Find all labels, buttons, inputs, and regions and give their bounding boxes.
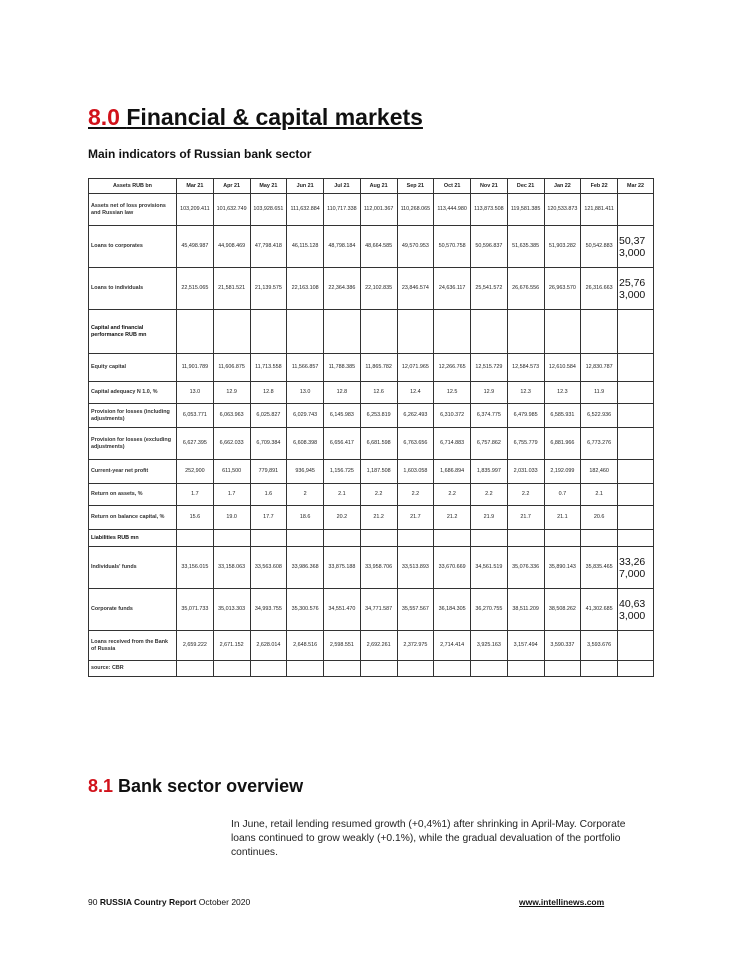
column-header: Jul 21 — [324, 179, 361, 194]
table-cell: 22,163.108 — [287, 268, 324, 310]
table-cell: 103,928.651 — [250, 194, 287, 226]
table-cell — [618, 428, 654, 460]
table-cell: 111,632.884 — [287, 194, 324, 226]
table-cell: 3,925.163 — [471, 631, 508, 661]
table-row — [89, 460, 654, 484]
row-label: Return on assets, % — [89, 484, 177, 506]
column-header: Oct 21 — [434, 179, 471, 194]
table-cell: 33,156.015 — [177, 547, 214, 589]
table-cell: 12.4 — [397, 382, 434, 404]
table-cell: 6,025.827 — [250, 404, 287, 428]
table-cell: 3,593.676 — [581, 631, 618, 661]
table-cell: 21.2 — [434, 506, 471, 530]
table-cell: 6,522.936 — [581, 404, 618, 428]
table-cell: 35,300.576 — [287, 589, 324, 631]
table-cell: 12,830.787 — [581, 354, 618, 382]
table-cell: 25,76 3,000 — [618, 268, 654, 310]
table-cell: 26,676.556 — [507, 268, 544, 310]
table-cell: 13.0 — [177, 382, 214, 404]
table-cell — [507, 310, 544, 354]
table-cell: 6,053.771 — [177, 404, 214, 428]
table-cell: 103,209.411 — [177, 194, 214, 226]
table-cell — [618, 631, 654, 661]
row-label: Capital and financial performance RUB mn — [89, 310, 177, 354]
table-cell: 1,686.894 — [434, 460, 471, 484]
table-row — [89, 354, 654, 382]
table-cell: 21.2 — [360, 506, 397, 530]
table-cell — [177, 530, 214, 547]
table-cell: 6,709.384 — [250, 428, 287, 460]
table-cell: 50,37 3,000 — [618, 226, 654, 268]
table-cell: 110,268.065 — [397, 194, 434, 226]
table-cell: 1,156.725 — [324, 460, 361, 484]
section-heading — [88, 104, 423, 131]
table-cell: 936,945 — [287, 460, 324, 484]
table-cell: 2.2 — [397, 484, 434, 506]
table-cell: 23,846.574 — [397, 268, 434, 310]
table-cell: 3,157.494 — [507, 631, 544, 661]
website-link[interactable]: www.intellinews.com — [519, 897, 605, 907]
table-cell: 2.1 — [581, 484, 618, 506]
table-cell — [360, 661, 397, 677]
table-cell: 48,664.585 — [360, 226, 397, 268]
table-cell: 12,071.965 — [397, 354, 434, 382]
column-header: Mar 22 — [618, 179, 654, 194]
column-header: Apr 21 — [213, 179, 250, 194]
table-cell: 36,270.755 — [471, 589, 508, 631]
section-number: 8.0 — [88, 104, 120, 130]
table-cell: 11,566.857 — [287, 354, 324, 382]
report-name: RUSSIA Country Report — [99, 897, 197, 907]
table-cell: 6,881.966 — [544, 428, 581, 460]
table-cell: 34,771.587 — [360, 589, 397, 631]
table-row — [89, 428, 654, 460]
table-cell: 112,001.367 — [360, 194, 397, 226]
section-title: Financial & capital markets — [126, 104, 423, 130]
table-cell — [618, 310, 654, 354]
table-cell — [471, 310, 508, 354]
table-cell: 11,606.875 — [213, 354, 250, 382]
table-cell: 2.1 — [324, 484, 361, 506]
table-cell — [581, 530, 618, 547]
table-cell: 2.2 — [507, 484, 544, 506]
table-cell — [250, 310, 287, 354]
table-cell — [287, 530, 324, 547]
table-cell: 33,513.893 — [397, 547, 434, 589]
table-cell: 110,717.338 — [324, 194, 361, 226]
table-section-row — [89, 310, 654, 354]
table-cell: 252,900 — [177, 460, 214, 484]
table-cell: 47,798.418 — [250, 226, 287, 268]
table-cell — [324, 310, 361, 354]
table-row — [89, 506, 654, 530]
table-cell: 12,266.765 — [434, 354, 471, 382]
table-cell — [618, 382, 654, 404]
table-cell: 18.6 — [287, 506, 324, 530]
table-cell: 33,158.063 — [213, 547, 250, 589]
table-cell — [471, 661, 508, 677]
table-cell: 119,581.385 — [507, 194, 544, 226]
table-cell: 2,671.152 — [213, 631, 250, 661]
table-cell: 6,374.775 — [471, 404, 508, 428]
table-cell: 6,714.883 — [434, 428, 471, 460]
table-cell: 2,598.551 — [324, 631, 361, 661]
table-cell: 22,102.835 — [360, 268, 397, 310]
row-label: Corporate funds — [89, 589, 177, 631]
table-title: Main indicators of Russian bank sector — [88, 147, 312, 161]
table-cell: 13.0 — [287, 382, 324, 404]
table-cell: 6,757.862 — [471, 428, 508, 460]
table-cell — [250, 530, 287, 547]
table-row — [89, 631, 654, 661]
table-row — [89, 547, 654, 589]
table-cell: 35,835.465 — [581, 547, 618, 589]
table-cell: 2,692.261 — [360, 631, 397, 661]
table-row — [89, 268, 654, 310]
table-cell — [618, 460, 654, 484]
table-cell: 6,310.372 — [434, 404, 471, 428]
row-label: Loans received from the Bank of Russia — [89, 631, 177, 661]
table-cell: 2,628.014 — [250, 631, 287, 661]
table-cell: 11,788.385 — [324, 354, 361, 382]
table-cell: 113,873.508 — [471, 194, 508, 226]
table-cell: 2,192.099 — [544, 460, 581, 484]
table-cell: 2.2 — [360, 484, 397, 506]
table-cell: 2,648.516 — [287, 631, 324, 661]
report-date: October 2020 — [198, 897, 251, 907]
table-cell: 35,557.567 — [397, 589, 434, 631]
table-cell: 49,570.953 — [397, 226, 434, 268]
table-cell — [471, 530, 508, 547]
row-label: Return on balance capital, % — [89, 506, 177, 530]
table-cell: 26,963.570 — [544, 268, 581, 310]
row-label: Provision for losses (including adjustments) — [89, 404, 177, 428]
table-cell: 35,071.733 — [177, 589, 214, 631]
table-cell: 6,662.033 — [213, 428, 250, 460]
table-cell — [360, 530, 397, 547]
table-cell: 48,798.184 — [324, 226, 361, 268]
table-cell: 36,184.305 — [434, 589, 471, 631]
table-cell: 50,542.883 — [581, 226, 618, 268]
table-cell: 45,498.987 — [177, 226, 214, 268]
page-number: 90 — [88, 897, 98, 907]
table-cell — [177, 310, 214, 354]
table-cell — [544, 310, 581, 354]
table-cell: 50,570.758 — [434, 226, 471, 268]
table-cell: 779,891 — [250, 460, 287, 484]
table-cell: 6,585.931 — [544, 404, 581, 428]
column-header: Jun 21 — [287, 179, 324, 194]
table-cell: 33,875.188 — [324, 547, 361, 589]
table-cell: 12.3 — [507, 382, 544, 404]
table-cell — [507, 530, 544, 547]
table-cell — [397, 530, 434, 547]
table-cell: 24,636.117 — [434, 268, 471, 310]
table-cell: 121,881.411 — [581, 194, 618, 226]
table-cell: 33,26 7,000 — [618, 547, 654, 589]
column-header: Jan 22 — [544, 179, 581, 194]
table-cell: 15.6 — [177, 506, 214, 530]
table-cell — [287, 661, 324, 677]
table-cell — [581, 310, 618, 354]
table-cell: 21,139.575 — [250, 268, 287, 310]
row-label: Capital adequacy N 1.0, % — [89, 382, 177, 404]
table-cell — [250, 661, 287, 677]
table-cell: 6,145.983 — [324, 404, 361, 428]
table-cell: 33,958.706 — [360, 547, 397, 589]
table-cell: 12,610.584 — [544, 354, 581, 382]
table-cell — [360, 310, 397, 354]
table-cell: 6,681.598 — [360, 428, 397, 460]
table-cell: 20.2 — [324, 506, 361, 530]
footer-report — [88, 897, 250, 907]
table-cell — [618, 661, 654, 677]
row-label: Liabilities RUB mn — [89, 530, 177, 547]
table-cell: 44,908.469 — [213, 226, 250, 268]
table-cell: 6,763.656 — [397, 428, 434, 460]
table-cell: 26,316.663 — [581, 268, 618, 310]
table-source-row — [89, 661, 654, 677]
table-cell: 11,713.558 — [250, 354, 287, 382]
row-label: Provision for losses (excluding adjustments) — [89, 428, 177, 460]
bank-indicators-table — [88, 178, 654, 677]
table-cell: 21.1 — [544, 506, 581, 530]
table-cell: 22,364.386 — [324, 268, 361, 310]
column-header: Dec 21 — [507, 179, 544, 194]
table-row — [89, 404, 654, 428]
table-cell — [618, 484, 654, 506]
table-cell: 33,563.608 — [250, 547, 287, 589]
table-cell: 12.9 — [471, 382, 508, 404]
column-header: Feb 22 — [581, 179, 618, 194]
table-cell — [434, 661, 471, 677]
table-cell: 6,656.417 — [324, 428, 361, 460]
table-cell: 2.2 — [434, 484, 471, 506]
table-cell: 6,262.493 — [397, 404, 434, 428]
table-cell: 50,596.837 — [471, 226, 508, 268]
table-cell: 2 — [287, 484, 324, 506]
table-cell: 6,773.276 — [581, 428, 618, 460]
table-cell: 20.6 — [581, 506, 618, 530]
table-cell: 3,590.337 — [544, 631, 581, 661]
table-cell — [618, 530, 654, 547]
table-cell: 2,031.033 — [507, 460, 544, 484]
table-cell: 12,515.729 — [471, 354, 508, 382]
row-label: Equity capital — [89, 354, 177, 382]
table-cell: 51,635.385 — [507, 226, 544, 268]
table-cell: 1,835.997 — [471, 460, 508, 484]
column-header: Assets RUB bn — [89, 179, 177, 194]
table-cell: 38,508.262 — [544, 589, 581, 631]
table-cell: 11.9 — [581, 382, 618, 404]
table-cell: 46,115.128 — [287, 226, 324, 268]
table-cell — [324, 661, 361, 677]
table-cell: 21.7 — [397, 506, 434, 530]
column-header: Aug 21 — [360, 179, 397, 194]
table-cell: 21,581.521 — [213, 268, 250, 310]
table-cell: 6,608.398 — [287, 428, 324, 460]
table-header-row — [89, 179, 654, 194]
table-cell: 6,755.779 — [507, 428, 544, 460]
table-cell — [507, 661, 544, 677]
table-cell: 40,63 3,000 — [618, 589, 654, 631]
column-header: Nov 21 — [471, 179, 508, 194]
table-cell: 101,632.749 — [213, 194, 250, 226]
table-cell: 12.8 — [324, 382, 361, 404]
table-cell: 6,479.985 — [507, 404, 544, 428]
table-row — [89, 484, 654, 506]
table-cell — [324, 530, 361, 547]
table-cell: 2,714.414 — [434, 631, 471, 661]
column-header: Sep 21 — [397, 179, 434, 194]
table-cell: 6,029.743 — [287, 404, 324, 428]
table-cell — [618, 404, 654, 428]
table-cell — [434, 310, 471, 354]
table-cell: 6,063.963 — [213, 404, 250, 428]
row-label: source: CBR — [89, 661, 177, 677]
table-cell: 1.7 — [213, 484, 250, 506]
table-cell: 6,627.395 — [177, 428, 214, 460]
table-cell — [581, 661, 618, 677]
table-cell: 12,584.573 — [507, 354, 544, 382]
table-cell: 34,551.470 — [324, 589, 361, 631]
table-cell: 2,659.222 — [177, 631, 214, 661]
table-cell — [397, 310, 434, 354]
table-cell — [434, 530, 471, 547]
table-row — [89, 226, 654, 268]
table-cell: 611,500 — [213, 460, 250, 484]
table-cell: 21.7 — [507, 506, 544, 530]
table-cell: 25,541.572 — [471, 268, 508, 310]
table-cell: 120,533.873 — [544, 194, 581, 226]
table-cell: 12.3 — [544, 382, 581, 404]
table-cell — [177, 661, 214, 677]
row-label: Assets net of loss provisions and Russian law — [89, 194, 177, 226]
table-cell: 11,865.782 — [360, 354, 397, 382]
table-cell: 21.9 — [471, 506, 508, 530]
table-row — [89, 589, 654, 631]
table-cell — [287, 310, 324, 354]
row-label: Loans to individuals — [89, 268, 177, 310]
table-cell: 35,076.336 — [507, 547, 544, 589]
table-cell: 22,515.065 — [177, 268, 214, 310]
table-cell: 1,603.058 — [397, 460, 434, 484]
row-label: Loans to corporates — [89, 226, 177, 268]
table-cell: 34,993.755 — [250, 589, 287, 631]
table-cell — [618, 194, 654, 226]
table-cell: 6,253.819 — [360, 404, 397, 428]
column-header: May 21 — [250, 179, 287, 194]
table-cell: 182,460 — [581, 460, 618, 484]
table-cell: 38,511.209 — [507, 589, 544, 631]
table-cell — [213, 310, 250, 354]
table-cell: 19.0 — [213, 506, 250, 530]
table-cell: 12.5 — [434, 382, 471, 404]
table-cell: 33,986.368 — [287, 547, 324, 589]
table-section-row — [89, 530, 654, 547]
table-row — [89, 382, 654, 404]
table-cell: 1.6 — [250, 484, 287, 506]
row-label: Individuals' funds — [89, 547, 177, 589]
table-cell — [544, 530, 581, 547]
table-cell: 17.7 — [250, 506, 287, 530]
table-cell: 12.8 — [250, 382, 287, 404]
row-label: Current-year net profit — [89, 460, 177, 484]
table-cell: 12.9 — [213, 382, 250, 404]
table-cell — [397, 661, 434, 677]
table-cell: 113,444.980 — [434, 194, 471, 226]
table-cell: 2.2 — [471, 484, 508, 506]
table-cell — [618, 354, 654, 382]
table-cell: 12.6 — [360, 382, 397, 404]
table-cell: 2,372.975 — [397, 631, 434, 661]
table-cell: 35,890.143 — [544, 547, 581, 589]
table-cell — [618, 506, 654, 530]
body-paragraph: In June, retail lending resumed growth (+0,4%1) after shrinking in April-May. Corporate loans continued to grow weakly (+0.1%), while the gradual devaluation of the portfolio continues. — [231, 819, 626, 858]
table-cell: 35,013.303 — [213, 589, 250, 631]
table-cell: 11,901.789 — [177, 354, 214, 382]
table-cell: 51,903.282 — [544, 226, 581, 268]
table-cell — [213, 530, 250, 547]
table-row — [89, 194, 654, 226]
table-cell: 1,187.508 — [360, 460, 397, 484]
table-cell — [213, 661, 250, 677]
table-cell: 33,670.669 — [434, 547, 471, 589]
table-cell — [544, 661, 581, 677]
table-cell: 1.7 — [177, 484, 214, 506]
subsection-number: 8.1 — [88, 776, 114, 796]
subsection-heading — [88, 776, 303, 797]
table-cell: 41,302.685 — [581, 589, 618, 631]
table-cell: 34,561.519 — [471, 547, 508, 589]
table-cell: 0.7 — [544, 484, 581, 506]
column-header: Mar 21 — [177, 179, 214, 194]
subsection-title: Bank sector overview — [118, 776, 304, 796]
